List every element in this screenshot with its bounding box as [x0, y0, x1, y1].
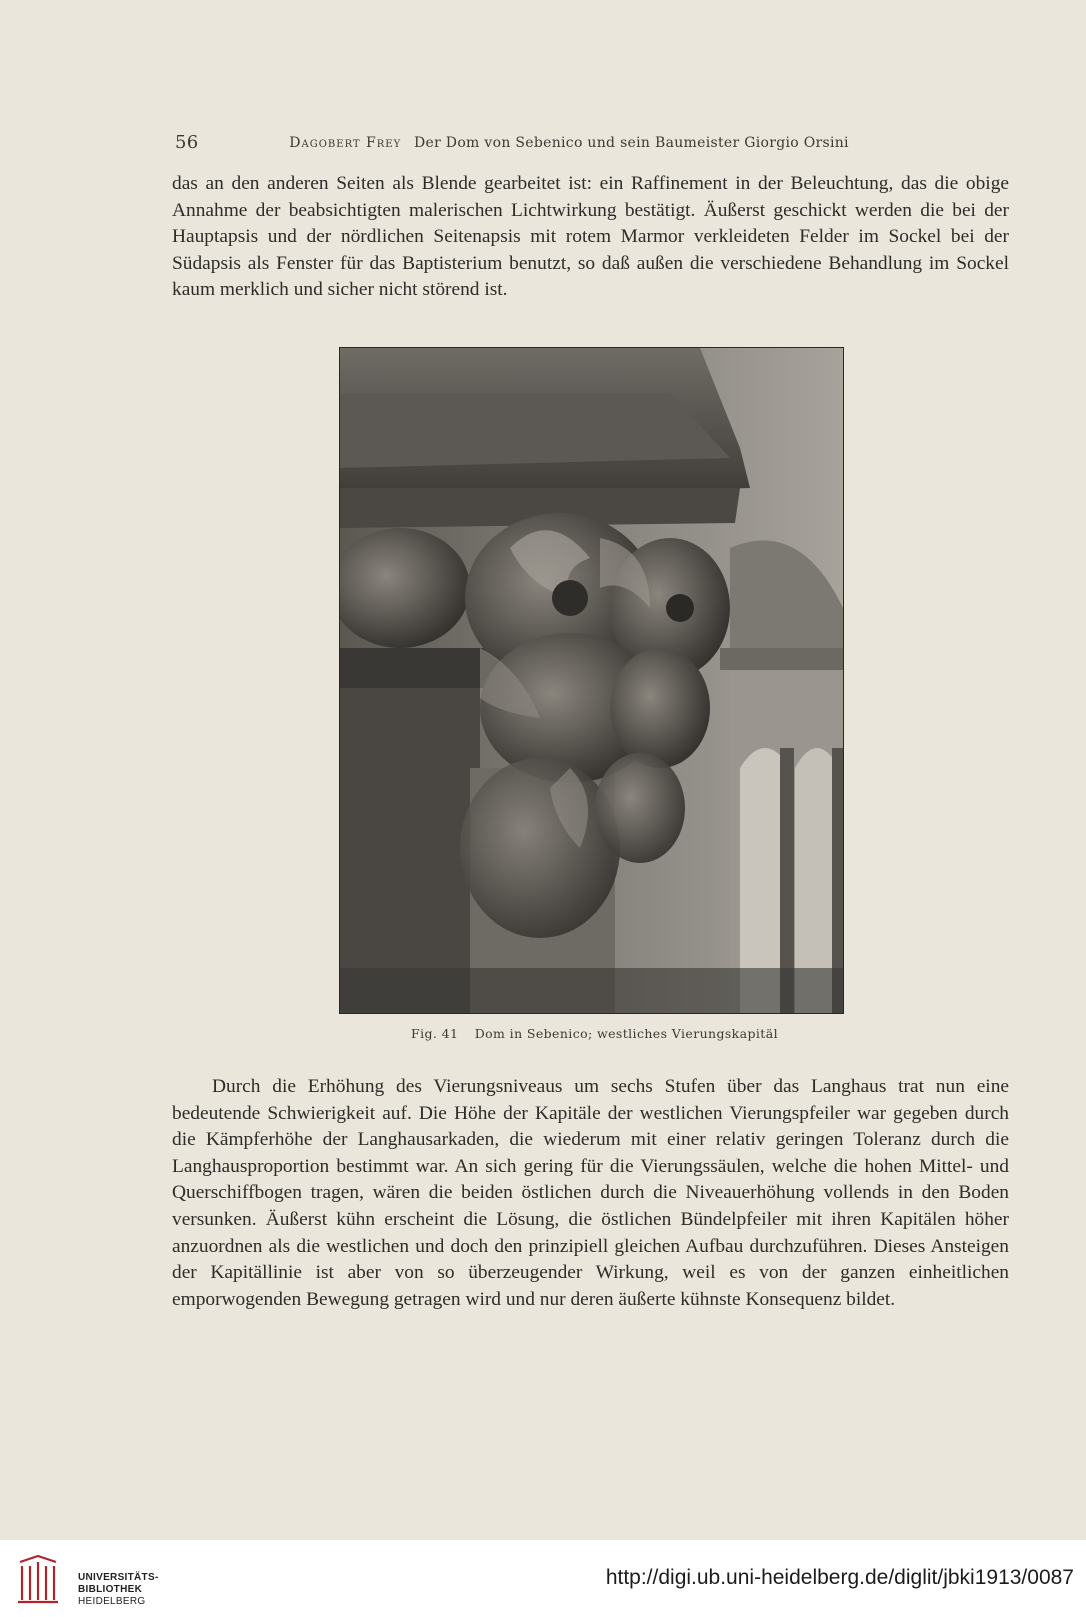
library-logo-icon	[16, 1552, 62, 1606]
library-line-2: BIBLIOTHEK	[78, 1584, 143, 1595]
library-line-1: UNIVERSITÄTS-	[78, 1572, 159, 1583]
figure-caption-text: Dom in Sebenico; westliches Vierungskapitäl	[474, 1026, 778, 1041]
source-url[interactable]: http://digi.ub.uni-heidelberg.de/diglit/jbki1913/0087	[605, 1566, 1074, 1589]
carved-capital-photo	[340, 348, 843, 1013]
running-head	[175, 132, 895, 153]
author-name: Dagobert Frey	[289, 135, 402, 151]
footer-bar	[0, 1540, 1086, 1617]
page-number: 56	[175, 132, 199, 153]
figure-photo	[339, 347, 844, 1014]
paragraph-2: Durch die Erhöhung des Vierungsniveaus um sechs Stufen über das Langhaus trat nun eine bedeutende Schwierigkeit auf. Die Höhe der Kapitäle der westlichen Vierungspfeiler war gegeben durch die Kämpferhöhe der Langhausarkaden, die wiederum mit einer relativ geringen Toleranz durch die Langhausproportion bestimmt war. An sich gering für die Vierungssäulen, welche die hohen Mittel- und Querschiffbogen tragen, wären die beiden östlichen durch die Niveauerhöhung vollends in den Boden versunken. Äußerst kühn erscheint die Lösung, die östlichen Bündelpfeiler mit ihren Kapitälen höher anzuordnen als die westlichen und doch den prinzipiell gleichen Aufbau durchzuführen. Dieses Ansteigen der Kapitällinie ist aber von so überzeugender Wirkung, weil es von der ganzen einheitlichen emporwogenden Bewegung getragen wird und nur deren äußerte kühnste Konsequenz bildet.	[172, 1076, 1009, 1310]
library-logo[interactable]	[16, 1552, 159, 1607]
library-line-3: HEIDELBERG	[78, 1596, 146, 1607]
book-title: Der Dom von Sebenico und sein Baumeister Giorgio Orsini	[413, 135, 849, 151]
figure-caption	[411, 1026, 791, 1041]
library-name	[78, 1572, 159, 1608]
figure-label: Fig. 41	[411, 1026, 459, 1041]
paragraph-1: das an den anderen Seiten als Blende gearbeitet ist: ein Raffinement in der Beleuchtung, das die obige Annahme der beabsichtigten malerischen Lichtwirkung bestätigt. Äußerst geschickt werden die bei der Hauptapsis und der nördlichen Seitenapsis mit rotem Marmor verkleideten Felder im Sockel bei der Südapsis als Fenster für das Baptisterium benutzt, so daß außen die verschiedene Behandlung im Sockel kaum merklich und sicher nicht störend ist.	[172, 173, 1009, 301]
